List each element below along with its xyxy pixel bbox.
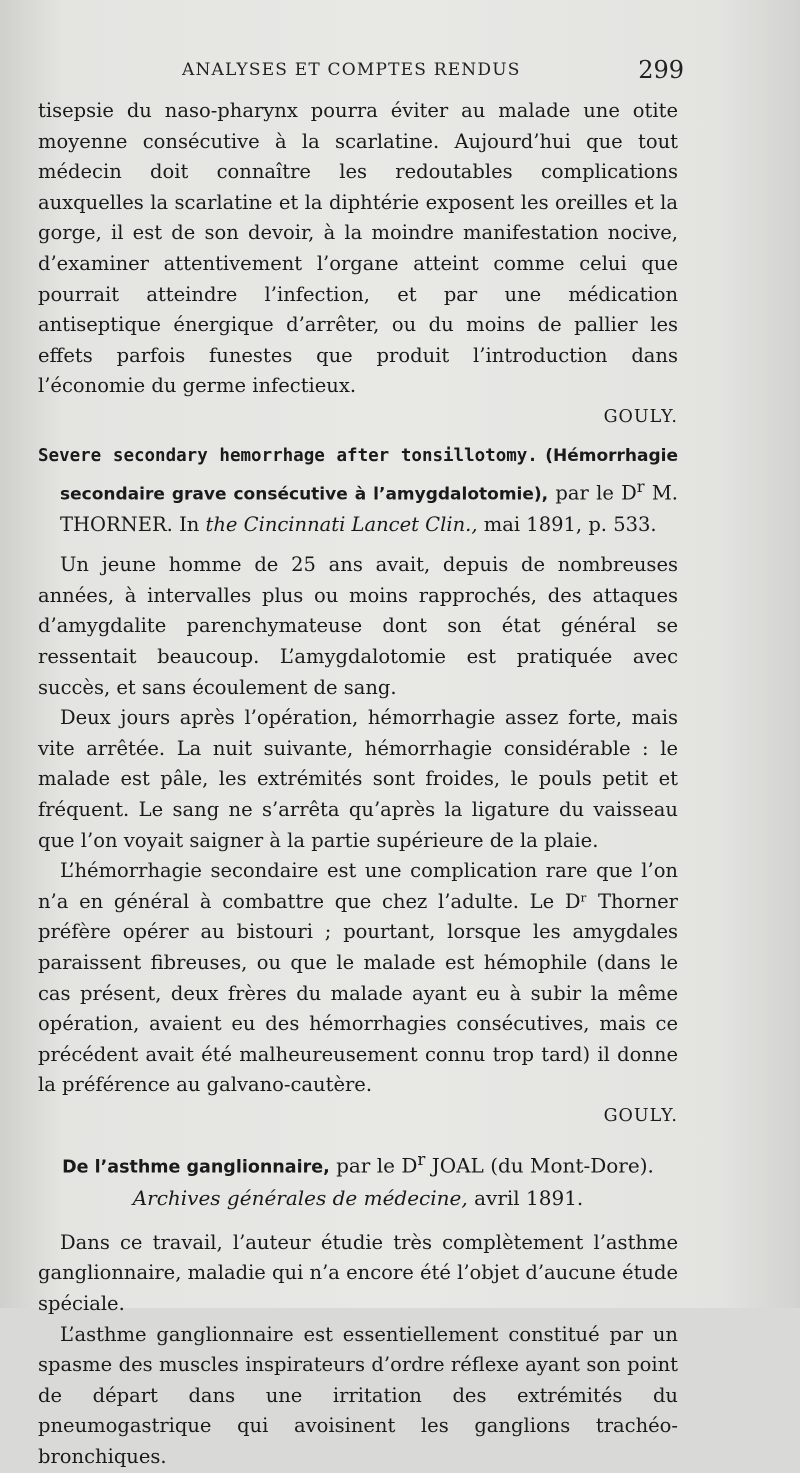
article3-author-sup: r — [417, 1149, 426, 1169]
article2-title-fr: (Hémorrhagie secondaire grave consécutive à l’amygdalotomie), — [60, 445, 679, 505]
article3-author-prefix: par le D — [336, 1153, 418, 1178]
article2-source-date: mai 1891, p. 533. — [483, 512, 657, 536]
article2-signature: GOULY. — [603, 1105, 678, 1126]
article3-paragraph-2: L’asthme ganglionnaire est essentiellement constitué par un spasme des muscles inspirateurs d’ordre réflexe ayant son point de départ dans une irritation des extrémités du pneumogastrique qui avoisinent les ganglions trachéo-bronchiques. — [38, 1322, 678, 1468]
article2-paragraph-3: L’hémorrhagie secondaire est une complication rare que l’on n’a en général à combattre que chez l’adulte. Le Dʳ Thorner préfère opérer au bistouri ; pourtant, lorsque les amygdales paraissent fibreuses, ou que le malade est hémophile (dans le cas présent, deux frères du malade ayant eu à subir la même opération, avaient eu des hémorrhagies consécutives, mais ce précédent avait été malheureusement connu trop tard) il donne la préférence au galvano-cautère. — [38, 859, 678, 1097]
article3-paragraph-1: Dans ce travail, l’auteur étudie très complètement l’asthme ganglionnaire, maladie qui n’a encore été l’objet d’aucune étude spéciale. — [38, 1230, 678, 1315]
article2-paragraph-1: Un jeune homme de 25 ans avait, depuis de nombreuses années, à intervalles plus ou moins rapprochés, des attaques d’amygdalite parenchymateuse dont son état général se ressentait beaucoup. L’amygdalotomie est pratiquée avec succès, et sans écoulement de sang. — [38, 553, 678, 699]
article3-author-suffix: (du Mont-Dore). — [490, 1153, 654, 1178]
article2-source-prefix: In — [179, 512, 200, 536]
article2-paragraph-2: Deux jours après l’opération, hémorrhagie assez forte, mais vite arrêtée. La nuit suivante, hémorrhagie considérable : le malade est pâle, les extrémités sont froides, le pouls petit et fréquent. Le sang ne s’arrêta qu’après la ligature du vaisseau que l’on voyait saigner à la partie supérieure de la plaie. — [38, 706, 678, 852]
article3-source-journal: Archives générales de médecine, — [132, 1186, 468, 1211]
page-number: 299 — [638, 56, 684, 84]
article2-heading — [38, 440, 678, 540]
running-head: ANALYSES ET COMPTES RENDUS — [182, 60, 521, 80]
article1-signature: GOULY. — [603, 406, 678, 427]
article2-author-name: M. THORNER. — [60, 481, 678, 536]
body-text — [38, 96, 678, 1473]
article2-title-en: Severe secondary hemorrhage after tonsillotomy. — [38, 445, 538, 466]
article3-heading — [38, 1145, 678, 1214]
page-header — [40, 56, 684, 86]
article2-author-sup: r — [636, 476, 645, 496]
article3-author-name: JOAL — [431, 1153, 484, 1178]
article2-source-journal: the Cincinnati Lancet Clin., — [205, 512, 478, 536]
article1-paragraph: tisepsie du naso-pharynx pourra éviter au malade une otite moyenne consécutive à la scarlatine. Aujourd’hui que tout médecin doit connaître les redoutables complications auxquelles la scarlatine et la diphtérie exposent les oreilles et la gorge, il est de son devoir, à la moindre manifestation nocive, d’examiner attentivement l’organe atteint comme celui que pourrait atteindre l’infection, et par une médication antiseptique énergique d’arrêter, ou du moins de pallier les effets parfois funestes que produit l’introduction dans l’économie du germe infectieux. — [38, 99, 678, 398]
article2-author-prefix: par le D — [555, 481, 637, 505]
article3-title-fr: De l’asthme ganglionnaire, — [62, 1157, 330, 1178]
article3-source-date: avril 1891. — [474, 1186, 584, 1211]
